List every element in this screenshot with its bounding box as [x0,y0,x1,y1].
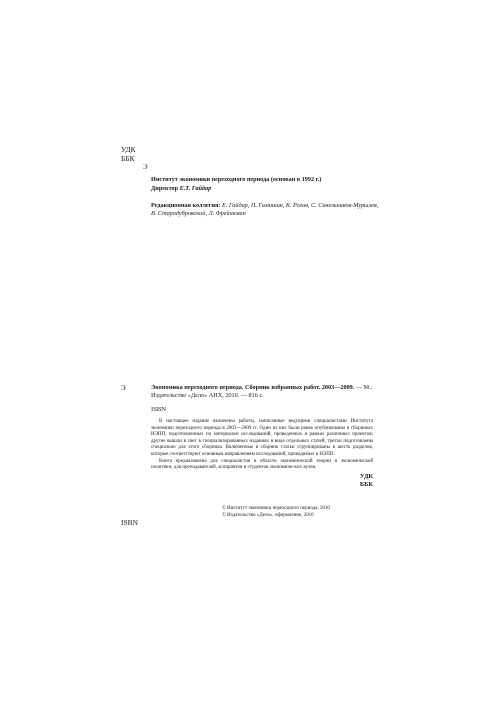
director-name: Е.Т. Гайдар [179,185,212,192]
director-label: Директор [151,185,180,192]
abstract [151,419,373,472]
author-sign-top: Э [143,163,148,171]
abstract-paragraph-1: В настоящее издание включены работы, написанные ведущими специалистами Института экономики переходного периода в 2003—2009 гг. Одни из них были ранее опубликованы в сборниках ИЭПП, подготовленных по материалам исследований, проведенных в рамках различных проектов; другие вышли в свет в специализированных изданиях в виде отдельных статей; третьи подготовлены специально для этого сборника. Включенные в сборник статьи сгруппированы в шесть разделов, которые соответствуют основным направлениям исследований, проводимых в ИЭПП. [151,419,373,457]
author-sign-mid: Э [121,384,126,392]
copyright-block [222,506,382,519]
bbk-label-top: ББК [121,154,135,163]
editorial-board [151,202,381,218]
editorial-names: Е. Гайдар, П. Гамишин, К. Рогов, С. Синельников-Мурылев, В. Стародубровский, Л. Фрейнкман [151,202,379,217]
udk-label-bottom: УДК [359,473,373,480]
book-title: Экономика переходного периода. Сборник избранных работ. 2003—2009. [151,384,355,391]
copyright-institute: © Институт экономики переходного периода, 2010 [222,506,330,511]
isbn-label-mid: ISBN [151,406,167,413]
isbn-label-bottom: ISBN [121,518,139,527]
institute-line: Институт экономики переходного периода (основан в 1992 г.) [151,176,322,183]
udk-label-top: УДК [121,145,136,154]
bibliographic-record [151,384,373,400]
editorial-label: Редакционная коллегия: [151,202,223,209]
publication-details: — М.: Издательство «Дело» АНХ, 2010. — 816 с. [151,384,373,399]
director-line [151,185,421,193]
bbk-label-bottom: ББК [359,481,373,488]
abstract-paragraph-2: Книга предназначена для специалистов в области экономической теории и экономической политики, для преподавателей, аспирантов и студентов экономических вузов. [151,458,373,471]
copyright-publisher: © Издательство «Дело», оформление, 2010 [222,512,314,518]
